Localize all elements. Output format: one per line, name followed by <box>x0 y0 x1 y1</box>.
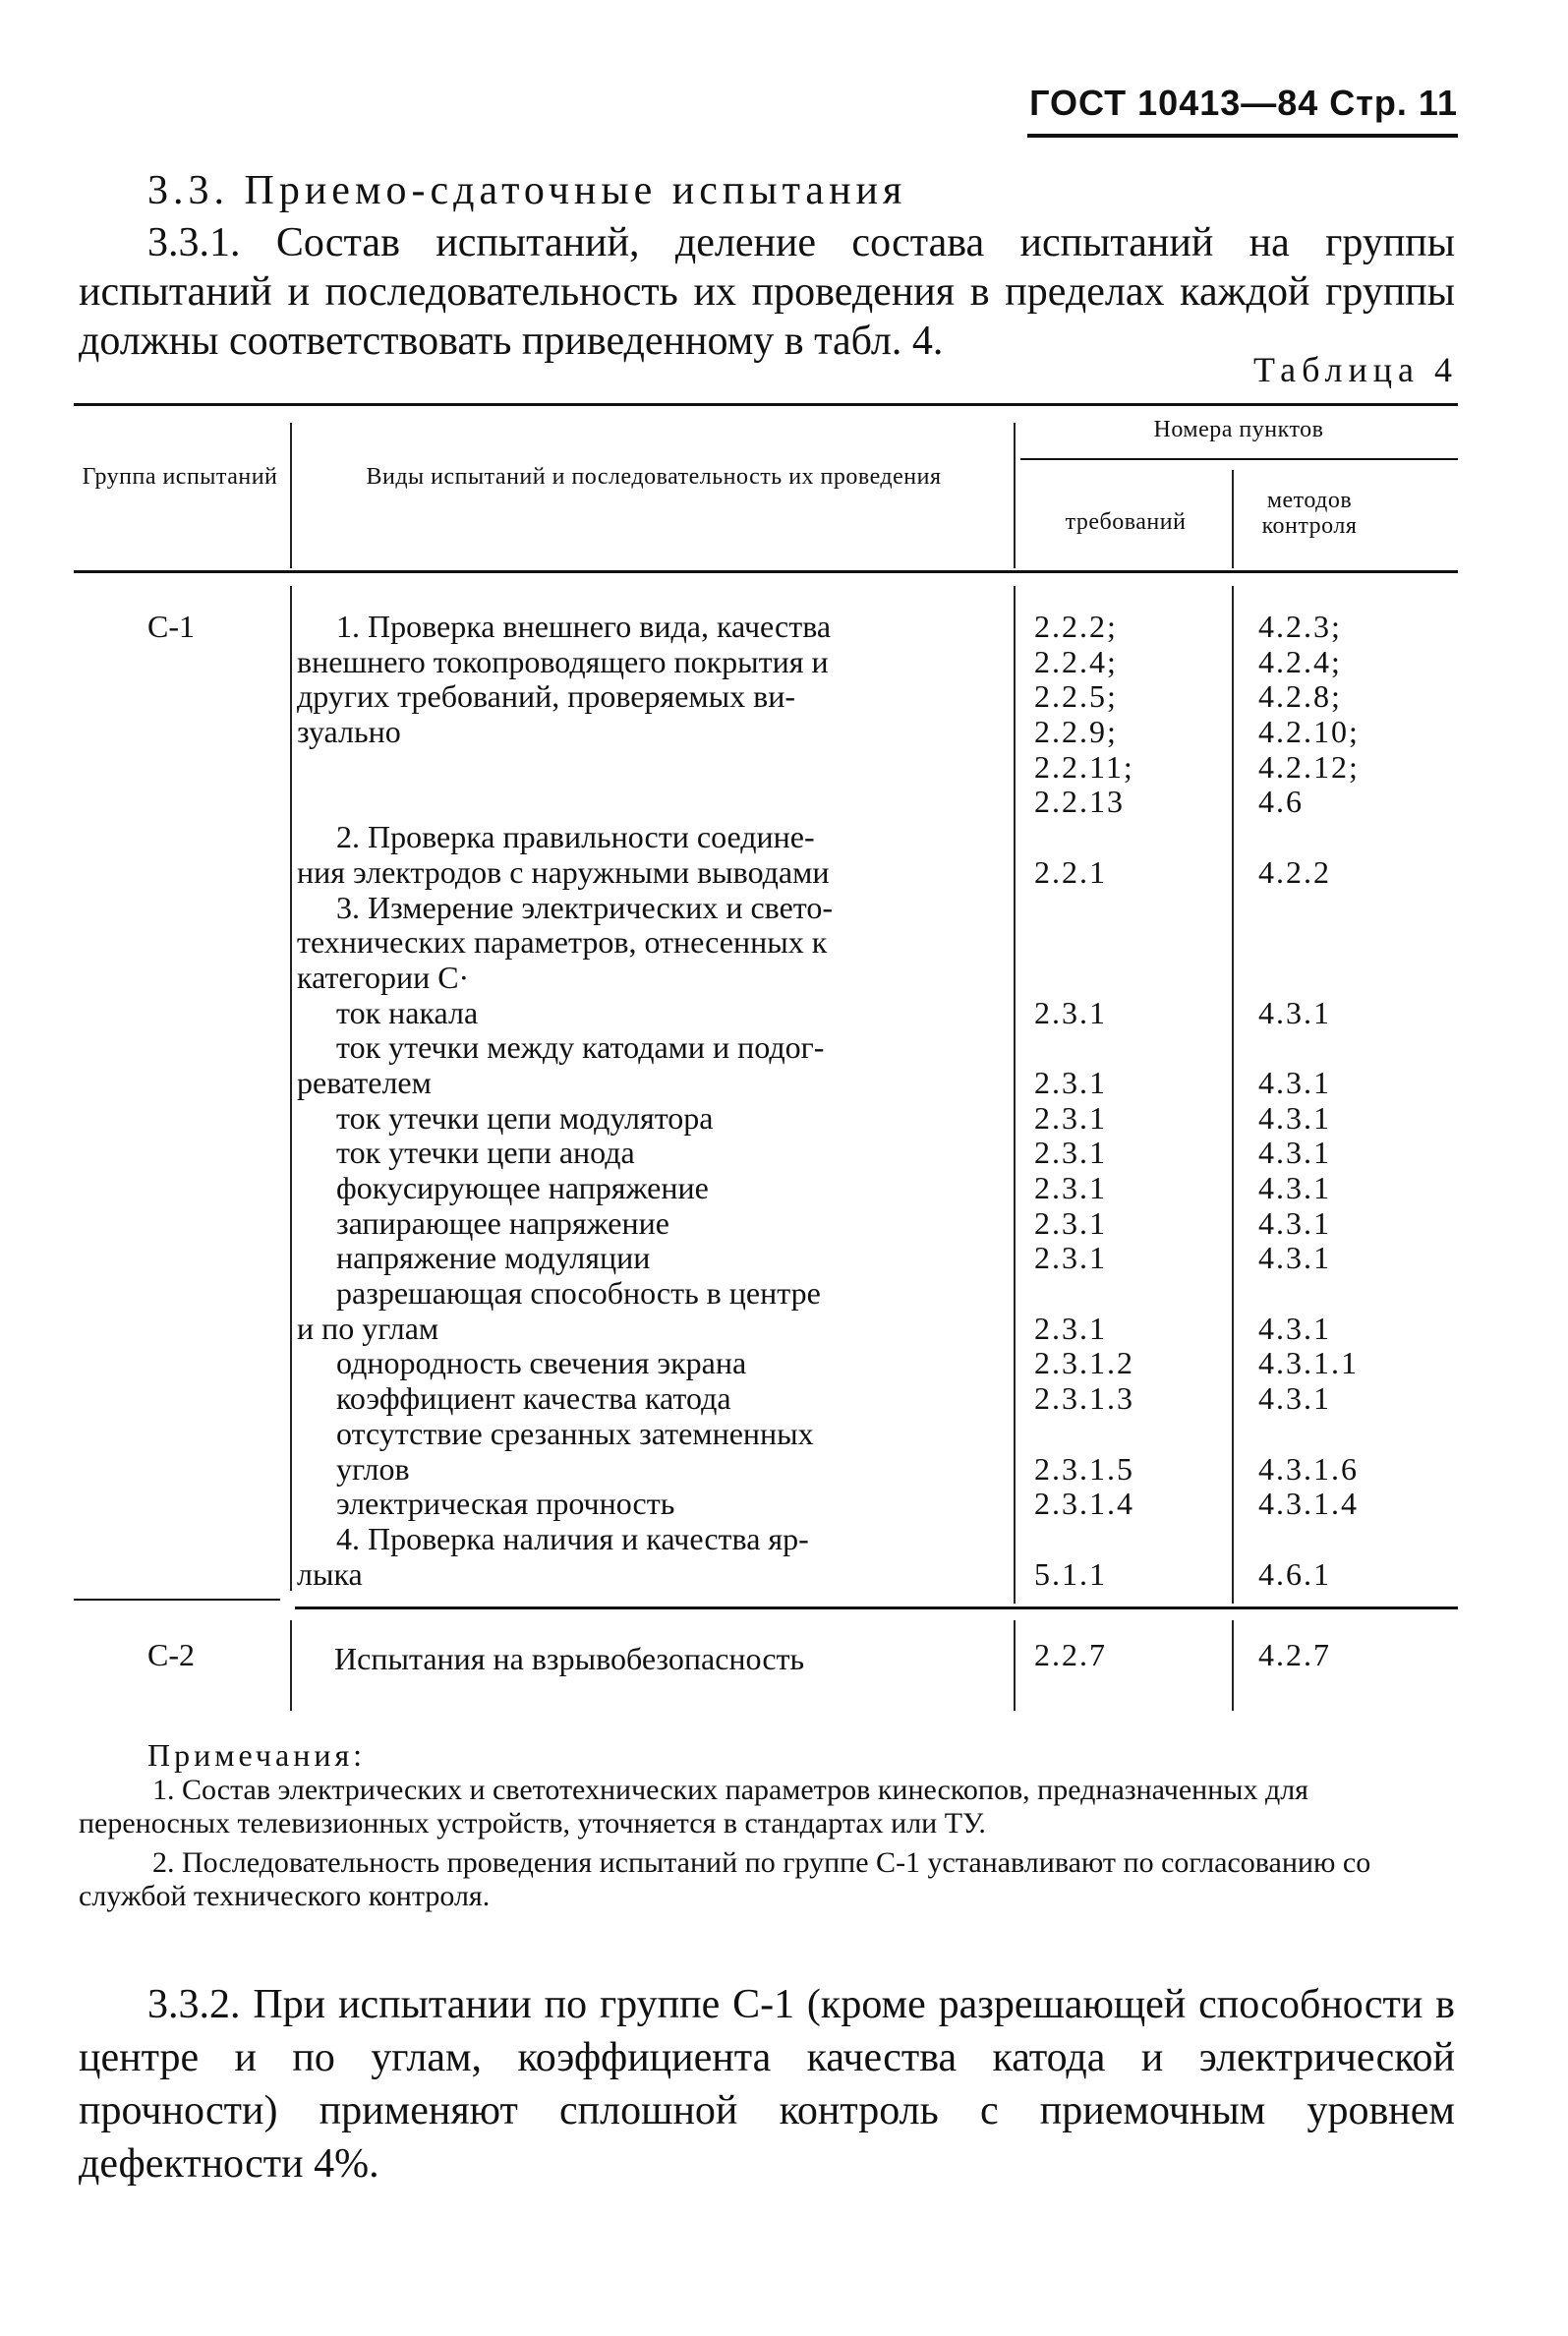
c1-method-line: 4.3.1.6 <box>1258 1450 1359 1487</box>
c1-method-line: 4.3.1.1 <box>1258 1345 1359 1381</box>
c1-method-line: 4.2.3; <box>1258 609 1342 644</box>
c1-description-line: внешнего токопроводящего покрытия и <box>297 643 829 679</box>
c1-requirement-line: 2.2.1 <box>1034 853 1107 890</box>
table-title: Таблица 4 <box>1253 350 1458 389</box>
c1-requirement-line: 2.2.9; <box>1034 714 1118 750</box>
c1-requirement-line: 2.3.1 <box>1034 1204 1107 1241</box>
col-divider-numbers-c1 <box>1232 586 1234 1604</box>
c1-requirement-line: 2.3.1.5 <box>1034 1450 1134 1487</box>
c1-requirement-line <box>1034 1417 1134 1452</box>
c1-description-line: отсутствие срезанных затемненных <box>336 1415 814 1451</box>
c1-requirement-line: 2.3.1.3 <box>1034 1380 1134 1417</box>
c1-requirement-line: 2.2.2; <box>1034 609 1118 644</box>
c1-method-line: 4.3.1 <box>1258 994 1331 1030</box>
c1-method-line: 4.3.1 <box>1258 1204 1331 1241</box>
col-divider-kinds-c2 <box>1014 1620 1016 1711</box>
c1-description-line <box>297 785 975 820</box>
c1-description-line: углов <box>336 1450 410 1487</box>
group-divider-rule <box>74 1599 280 1601</box>
c1-requirement-line <box>1034 1030 1134 1066</box>
c1-descriptions <box>297 610 975 1592</box>
header-split-rule <box>1020 458 1458 460</box>
c1-description-line: лыка <box>297 1555 363 1592</box>
c1-method-line: 4.2.2 <box>1258 853 1331 890</box>
c1-requirement-line: 5.1.1 <box>1034 1555 1107 1592</box>
c2-requirement: 2.2.7 <box>1034 1637 1107 1672</box>
c1-requirement-line: 2.3.1 <box>1034 1064 1107 1100</box>
c1-methods-column <box>1258 610 1360 1592</box>
c1-description-line: и по углам <box>297 1310 439 1346</box>
header-methods: методов контроля <box>1261 488 1358 539</box>
c1-method-line <box>1258 1030 1360 1066</box>
c1-description-line: ток утечки цепи модулятора <box>336 1099 714 1136</box>
group-c2-label: С-2 <box>147 1637 195 1672</box>
c1-method-line <box>1258 820 1360 855</box>
col-divider-numbers-c2 <box>1232 1620 1234 1711</box>
c1-description-line: ток накала <box>336 994 479 1030</box>
c1-method-line: 4.2.8; <box>1258 678 1342 715</box>
c1-description-line: фокусирующее напряжение <box>336 1170 709 1205</box>
c1-method-line: 4.3.1 <box>1258 1170 1331 1205</box>
c1-method-line <box>1258 1522 1360 1557</box>
table-top-rule <box>74 403 1458 406</box>
c1-method-line: 4.6.1 <box>1258 1555 1331 1592</box>
c1-description-line: однородность свечения экрана <box>336 1345 747 1381</box>
c1-method-line <box>1258 961 1360 996</box>
c1-description-line: 3. Измерение электрических и свето- <box>336 889 833 925</box>
col-divider-group-c2 <box>290 1620 292 1711</box>
c1-requirement-line <box>1034 820 1134 855</box>
c1-description-line: запирающее напряжение <box>336 1204 669 1241</box>
c1-requirement-line: 2.2.13 <box>1034 784 1125 820</box>
c2-method: 4.2.7 <box>1258 1637 1331 1672</box>
c1-requirement-line: 2.3.1 <box>1034 994 1107 1030</box>
c1-description-line: зуально <box>297 714 401 750</box>
c1-description-line: ток утечки цепи анода <box>336 1135 635 1171</box>
note-2: 2. Последовательность проведения испытаний по группе С-1 устанавливают по согласованию со службой технического контроля. <box>79 1846 1371 1912</box>
page-header: ГОСТ 10413—84 Стр. 11 <box>1029 83 1458 123</box>
c1-description-line: 1. Проверка внешнего вида, качества <box>336 609 832 644</box>
c1-description-line: коэффициент качества катода <box>336 1380 731 1417</box>
c1-description-line: категории С· <box>297 959 470 995</box>
c1-requirement-line: 2.3.1 <box>1034 1135 1107 1171</box>
c1-requirement-line <box>1034 891 1134 926</box>
c1-method-line: 4.6 <box>1258 784 1304 820</box>
col-divider-kinds-c1 <box>1014 586 1016 1604</box>
c1-description-line: 4. Проверка наличия и качества яр- <box>336 1520 809 1556</box>
c1-requirement-line: 2.3.1 <box>1034 1240 1107 1276</box>
notes-body <box>79 1774 1455 1913</box>
c1-requirements-column <box>1034 610 1134 1592</box>
note-1: 1. Состав электрических и светотехнических параметров кинескопов, предназначенных для переносных телевизионных устройств, уточняется в стандартах или ТУ. <box>79 1774 1308 1840</box>
c1-method-line <box>1258 1417 1360 1452</box>
c1-requirement-line <box>1034 1522 1134 1557</box>
c1-description-line: технических параметров, отнесенных к <box>297 924 828 961</box>
header-numbers: Номера пунктов <box>1153 417 1324 442</box>
c1-method-line: 4.3.1 <box>1258 1135 1331 1171</box>
c1-method-line <box>1258 925 1360 961</box>
col-divider-numbers-header <box>1232 470 1234 568</box>
c1-method-line: 4.3.1 <box>1258 1064 1331 1100</box>
c1-method-line: 4.3.1 <box>1258 1310 1331 1346</box>
paragraph-3-3-1: 3.3.1. Состав испытаний, деление состава испытаний на группы испытаний и последовательность их проведения в пределах каждой группы должны соответствовать приведенному в табл. 4. <box>79 220 1455 364</box>
col-divider-group-c1 <box>290 586 292 1591</box>
c1-requirement-line: 2.3.1 <box>1034 1310 1107 1346</box>
c1-method-line: 4.3.1 <box>1258 1099 1331 1136</box>
c1-description-line: ревателем <box>297 1064 432 1100</box>
c1-requirement-line <box>1034 925 1134 961</box>
c1-requirement-line: 2.3.1.4 <box>1034 1486 1134 1522</box>
header-bottom-rule <box>74 570 1458 573</box>
group-divider-rule-right <box>295 1606 1458 1609</box>
c1-requirement-line: 2.2.11; <box>1034 748 1134 785</box>
c1-method-line: 4.3.1 <box>1258 1240 1331 1276</box>
c1-method-line: 4.3.1.4 <box>1258 1486 1359 1522</box>
c1-method-line: 4.2.10; <box>1258 714 1360 750</box>
notes-title: Примечания: <box>147 1737 367 1773</box>
header-kinds: Виды испытаний и последовательность их проведения <box>366 464 942 490</box>
c1-requirement-line: 2.3.1 <box>1034 1099 1107 1136</box>
c1-description-line: электрическая прочность <box>336 1486 675 1522</box>
header-group: Группа испытаний <box>82 464 278 490</box>
c1-method-line: 4.3.1 <box>1258 1380 1331 1417</box>
c1-requirement-line <box>1034 961 1134 996</box>
c1-description-line: ток утечки между катодами и подог- <box>336 1029 825 1066</box>
c1-requirement-line <box>1034 1276 1134 1312</box>
c1-method-line: 4.2.12; <box>1258 748 1360 785</box>
header-rule <box>1027 134 1458 138</box>
header-requirements: требований <box>1065 509 1187 535</box>
c1-method-line <box>1258 1276 1360 1312</box>
group-c1-label: С-1 <box>147 609 195 644</box>
c2-description: Испытания на взрывобезопасность <box>334 1641 805 1676</box>
c1-method-line <box>1258 891 1360 926</box>
c1-description-line: разрешающая способность в центре <box>336 1275 821 1312</box>
c1-description-line: напряжение модуляции <box>336 1240 651 1276</box>
c1-method-line: 4.2.4; <box>1258 643 1342 679</box>
c1-description-line: других требований, проверяемых ви- <box>297 678 796 715</box>
c1-requirement-line: 2.3.1 <box>1034 1170 1107 1205</box>
c1-requirement-line: 2.3.1.2 <box>1034 1345 1134 1381</box>
c1-requirement-line: 2.2.5; <box>1034 678 1118 715</box>
col-divider-group-header <box>290 423 292 568</box>
c1-description-line: 2. Проверка правильности соедине- <box>336 819 815 855</box>
c1-requirement-line: 2.2.4; <box>1034 643 1118 679</box>
c1-description-line <box>297 750 975 786</box>
section-title: 3.3. Приемо-сдаточные испытания <box>147 168 907 213</box>
c1-description-line: ния электродов с наружными выводами <box>297 853 830 890</box>
paragraph-3-3-2: 3.3.2. При испытании по группе С-1 (кроме разрешающей способности в центре и по углам, коэффициента качества катода и электрической прочности) применяют сплошной контроль с приемочным уровнем дефектности 4%. <box>79 1982 1455 2187</box>
col-divider-kinds-header <box>1014 423 1016 568</box>
